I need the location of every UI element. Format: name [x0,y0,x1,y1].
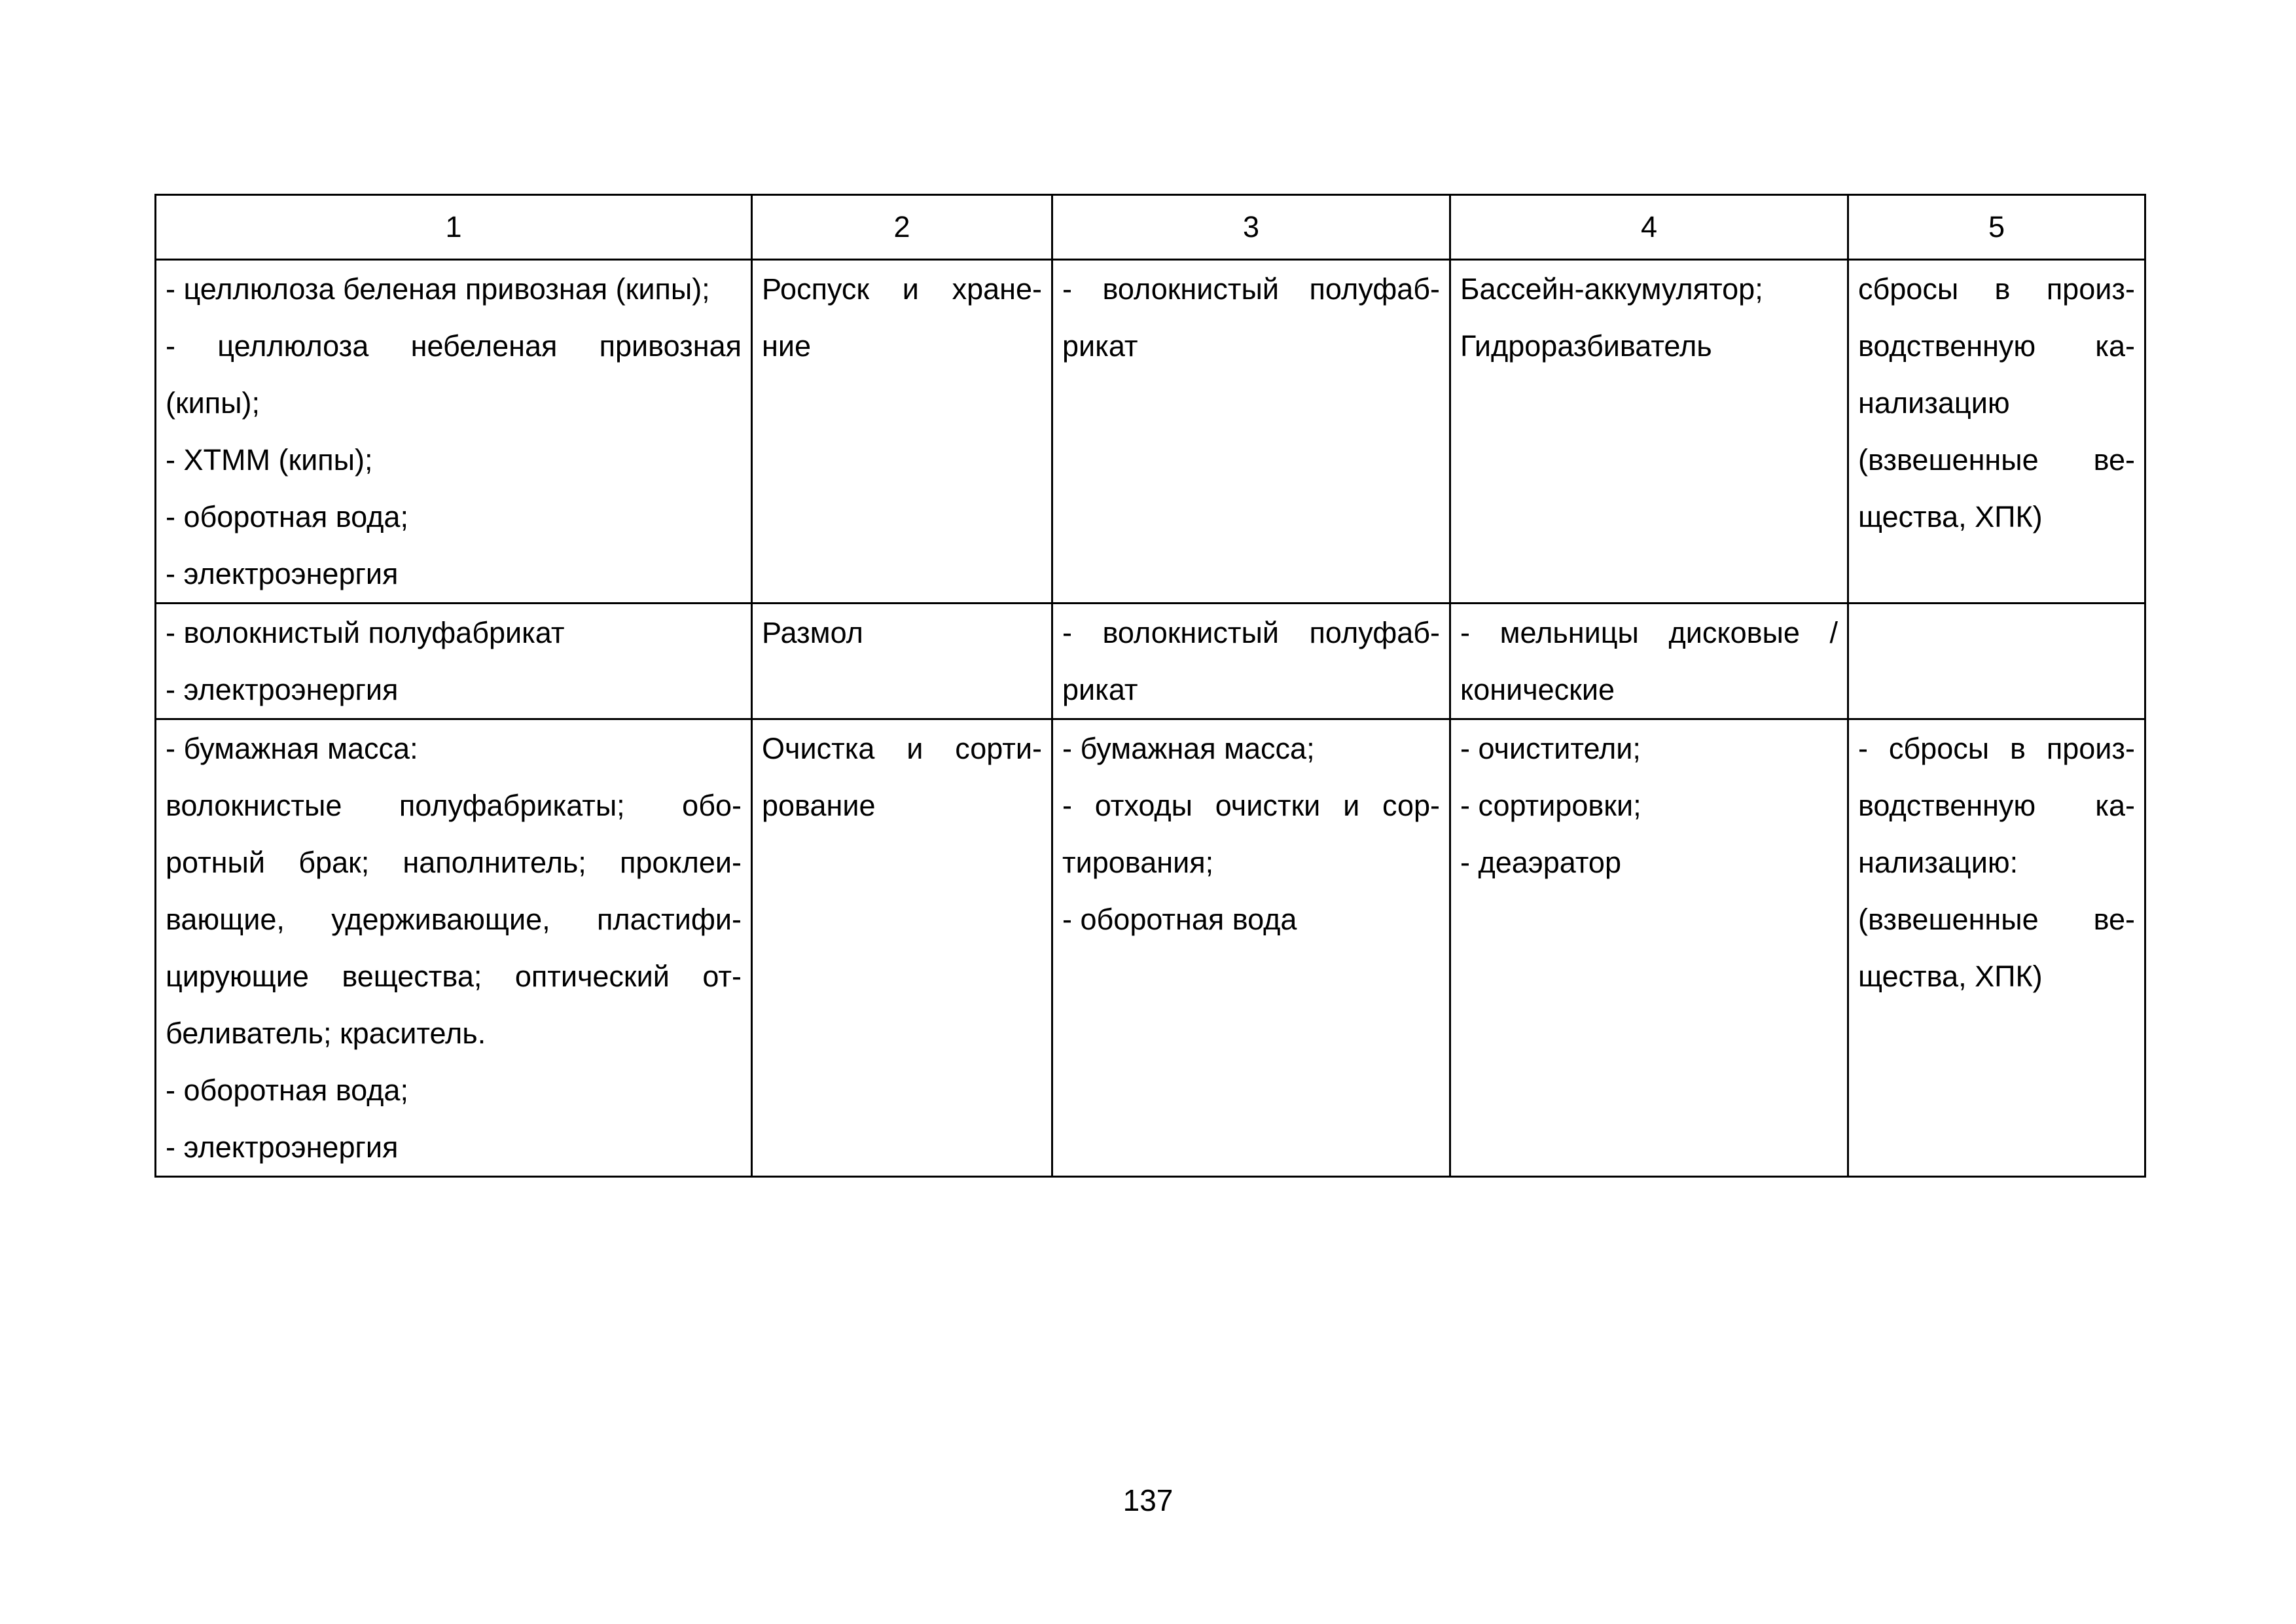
cell-line: - очистители; [1460,732,1641,765]
cell-line: - волокнистый полуфаб- [1062,272,1440,306]
cell-line: (взвешенные ве- [1858,903,2135,936]
cell-line: щества, ХПК) [1858,960,2043,993]
cell-line: - деаэратор [1460,846,1621,879]
column-header: 2 [752,195,1052,260]
cell-process [752,719,1052,1177]
cell-emissions [1848,719,2145,1177]
cell-line: Роспуск и хране- [762,272,1042,306]
cell-line: (взвешенные ве- [1858,443,2135,477]
cell-line: - сбросы в произ- [1858,732,2135,765]
cell-line: - отходы очистки и сор- [1062,789,1440,822]
column-header: 4 [1450,195,1848,260]
cell-line: - волокнистый полуфабрикат [166,616,565,649]
cell-line: - электроэнергия [166,673,399,706]
process-table [154,194,2146,1178]
column-header: 3 [1052,195,1450,260]
page-number: 137 [1122,1483,1174,1517]
cell-line: Бассейн-аккумулятор; [1460,272,1763,306]
cell-line: ние [762,329,812,363]
cell-line: ротный брак; наполнитель; проклеи- [166,846,742,879]
cell-line: вающие, удерживающие, пластифи- [166,903,742,936]
cell-line: - сортировки; [1460,789,1641,822]
cell-line: - ХТММ (кипы); [166,443,373,477]
cell-outputs [1052,604,1450,719]
cell-line: конические [1460,673,1615,706]
cell-line: рикат [1062,329,1138,363]
cell-equipment [1450,719,1848,1177]
table-row [156,604,2145,719]
cell-line: - электроэнергия [166,1130,399,1164]
cell-line: Гидроразбиватель [1460,329,1712,363]
table-row [156,719,2145,1177]
cell-process [752,260,1052,604]
cell-emissions [1848,604,2145,719]
column-header: 5 [1848,195,2145,260]
cell-outputs [1052,719,1450,1177]
cell-line: - волокнистый полуфаб- [1062,616,1440,649]
cell-line: - бумажная масса: [166,732,418,765]
cell-line: - электроэнергия [166,557,399,590]
cell-line: волокнистые полуфабрикаты; обо- [166,789,742,822]
cell-inputs [156,604,752,719]
cell-line: - целлюлоза беленая привозная (кипы); [166,272,710,306]
cell-line: нализацию: [1858,846,2018,879]
cell-line: нализацию [1858,386,2010,420]
cell-line: - целлюлоза небеленая привозная [166,329,742,363]
cell-line: водственную ка- [1858,329,2135,363]
column-header: 1 [156,195,752,260]
cell-outputs [1052,260,1450,604]
cell-line: тирования; [1062,846,1214,879]
cell-line: водственную ка- [1858,789,2135,822]
cell-line: - оборотная вода; [166,500,408,533]
cell-line: рикат [1062,673,1138,706]
cell-line: цирующие вещества; оптический от- [166,960,742,993]
cell-inputs [156,719,752,1177]
cell-process [752,604,1052,719]
cell-equipment [1450,604,1848,719]
cell-inputs [156,260,752,604]
cell-emissions [1848,260,2145,604]
cell-line: Размол [762,616,863,649]
cell-line: сбросы в произ- [1858,272,2135,306]
table-header-row [156,195,2145,260]
cell-line: рование [762,789,876,822]
cell-line: - бумажная масса; [1062,732,1315,765]
cell-line: Очистка и сорти- [762,732,1042,765]
cell-line: беливатель; краситель. [166,1017,486,1050]
table-row [156,260,2145,604]
cell-line: - оборотная вода [1062,903,1297,936]
cell-equipment [1450,260,1848,604]
cell-line: щества, ХПК) [1858,500,2043,533]
cell-line: - мельницы дисковые / [1460,616,1838,649]
cell-line: (кипы); [166,386,260,420]
cell-line: - оборотная вода; [166,1074,408,1107]
